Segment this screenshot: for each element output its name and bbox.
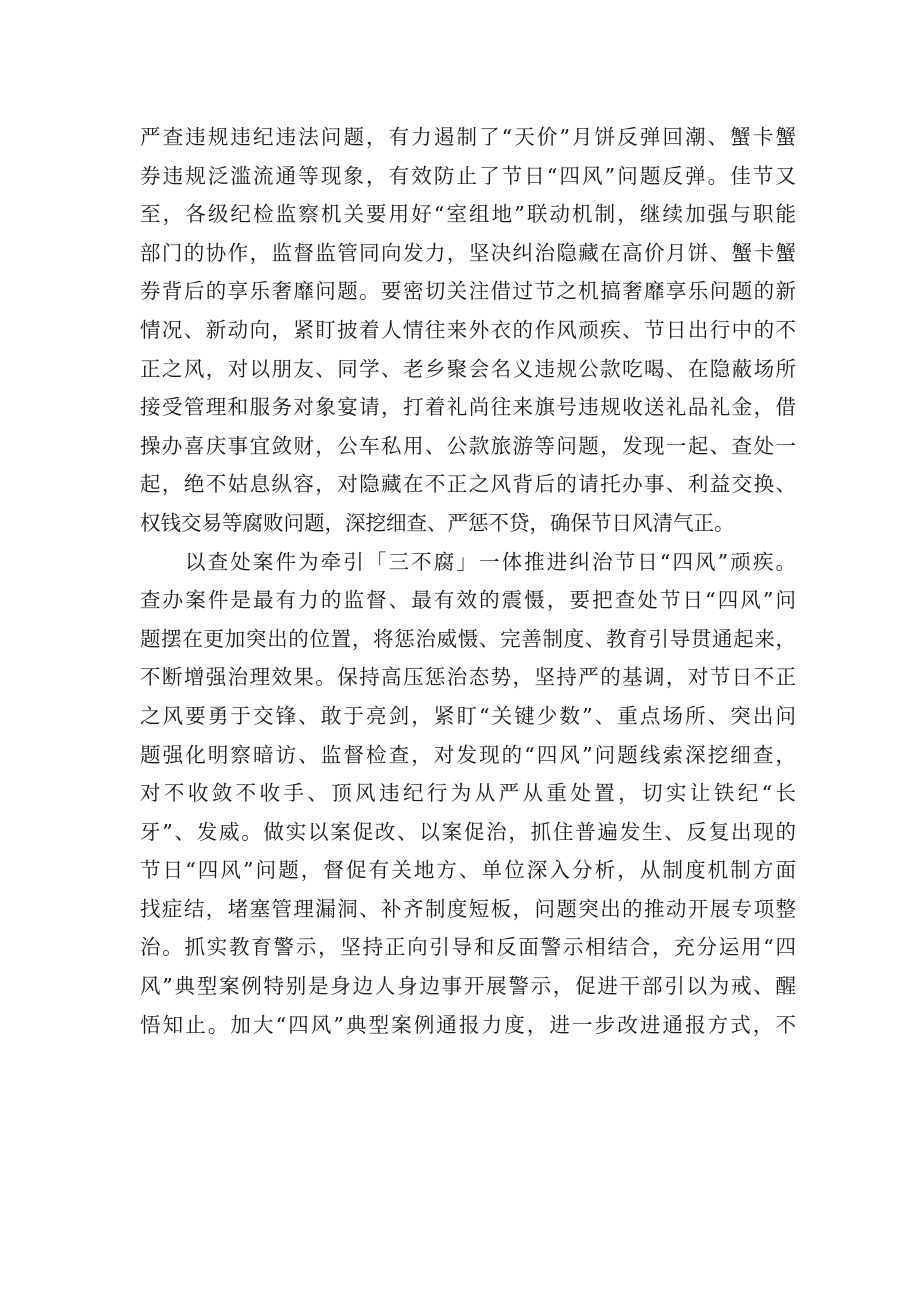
text-line: 不断增强治理效果。保持高压惩治态势，坚持严的基调，对节日不正 <box>140 665 796 690</box>
text-line: 查办案件是最有力的监督、最有效的震慑，要把查处节日“四风”问 <box>140 588 796 613</box>
paragraph-1 <box>140 118 796 543</box>
text-line: 正之风，对以朋友、同学、老乡聚会名义违规公款吃喝、在隐蔽场所 <box>140 356 796 381</box>
text-line: 题强化明察暗访、监督检查，对发现的“四风”问题线索深挖细查， <box>140 742 796 767</box>
text-line: 牙”、发威。做实以案促改、以案促治，抓住普遍发生、反复出现的 <box>140 819 796 844</box>
text-line: 券违规泛滥流通等现象，有效防止了节日“四风”问题反弹。佳节又 <box>140 163 796 188</box>
text-line: 悟知止。加大“四风”典型案例通报力度，进一步改进通报方式，不 <box>140 1012 796 1037</box>
text-line: 严查违规违纪违法问题，有力遏制了“天价”月饼反弹回潮、蟹卡蟹 <box>140 125 796 149</box>
text-line: 接受管理和服务对象宴请，打着礼尚往来旗号违规收送礼品礼金，借 <box>140 395 796 420</box>
text-line: 情况、新动向，紧盯披着人情往来外衣的作风顽疾、节日出行中的不 <box>140 317 796 342</box>
text-line: 券背后的享乐奢靡问题。要密切关注借过节之机搞奢靡享乐问题的新 <box>140 279 796 304</box>
text-line: 治。抓实教育警示，坚持正向引导和反面警示相结合，充分运用“四 <box>140 935 796 960</box>
text-line: 对不收敛不收手、顶风违纪行为从严从重处置，切实让铁纪“长 <box>140 781 796 806</box>
text-line: 之风要勇于交锋、敢于亮剑，紧盯“关键少数”、重点场所、突出问 <box>140 703 796 728</box>
paragraph-2 <box>140 543 796 1045</box>
text-line: 题摆在更加突出的位置，将惩治威慑、完善制度、教育引导贯通起来， <box>140 626 796 651</box>
text-line: 起，绝不姑息纵容，对隐藏在不正之风背后的请托办事、利益交换、 <box>140 472 796 497</box>
text-line: 权钱交易等腐败问题，深挖细查、严惩不贷，确保节日风清气正。 <box>140 510 735 535</box>
paragraph-heading-line: 以查处案件为牵引「三不腐」一体推进纠治节日“四风”顽疾。 <box>185 549 796 574</box>
text-line: 至，各级纪检监察机关要用好“室组地”联动机制，继续加强与职能 <box>140 202 796 227</box>
document-body <box>140 118 796 1044</box>
text-line: 操办喜庆事宜敛财，公车私用、公款旅游等问题，发现一起、查处一 <box>140 433 796 458</box>
text-line: 节日“四风”问题，督促有关地方、单位深入分析，从制度机制方面 <box>140 858 796 883</box>
text-line: 部门的协作，监督监管同向发力，坚决纠治隐藏在高价月饼、蟹卡蟹 <box>140 240 796 265</box>
text-line: 风”典型案例特别是身边人身边事开展警示，促进干部引以为戒、醒 <box>140 974 796 999</box>
text-line: 找症结，堵塞管理漏洞、补齐制度短板，问题突出的推动开展专项整 <box>140 896 796 921</box>
